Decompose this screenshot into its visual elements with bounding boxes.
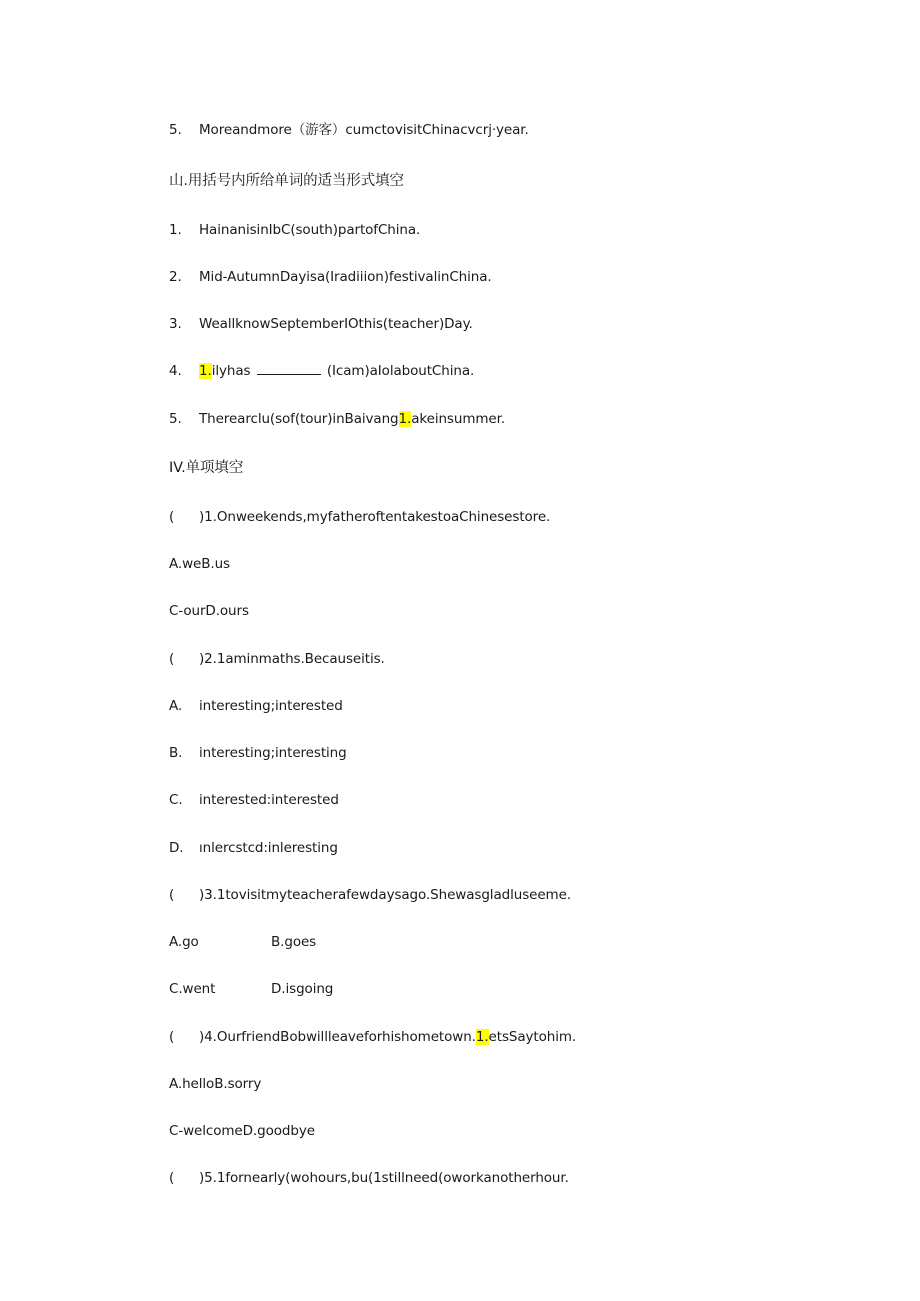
- answer-options: [169, 933, 317, 951]
- item-number: 1.: [169, 222, 182, 238]
- item-text: WeallknowSeptemberIOthis(teacher)Day.: [199, 316, 473, 332]
- highlight-mark: 1.: [199, 363, 212, 379]
- option-letter: C.: [169, 792, 183, 808]
- option-a: A.go: [169, 934, 199, 950]
- question: [169, 508, 550, 526]
- question-text: )2.1aminmaths.Becauseitis.: [199, 651, 385, 667]
- question: [169, 650, 385, 668]
- question-text: )4.OurfriendBobwillleaveforhishometown.: [199, 1029, 476, 1045]
- option-letter: B.: [169, 745, 183, 761]
- question-text: )3.1tovisitmyteacherafewdaysago.Shewasgladluseeme.: [199, 887, 571, 903]
- highlight-mark: 1.: [475, 1029, 489, 1045]
- answer-options: C-ourD.ours: [169, 603, 249, 619]
- answer-paren: (: [169, 1029, 175, 1045]
- answer-paren: (: [169, 887, 175, 903]
- exercise-item: [169, 315, 473, 333]
- item-number: 5.: [169, 411, 182, 427]
- answer-option: [169, 744, 347, 762]
- exercise-item: [169, 121, 529, 139]
- question-text: etsSaytohim.: [488, 1029, 577, 1045]
- item-number: 4.: [169, 363, 182, 379]
- fill-blank: [257, 362, 321, 375]
- answer-paren: (: [169, 509, 175, 525]
- item-text: akeinsummer.: [411, 411, 506, 427]
- question: [169, 1169, 569, 1187]
- exercise-item: [169, 221, 420, 239]
- answer-paren: (: [169, 1170, 175, 1186]
- option-text: ınlercstcd:inleresting: [199, 840, 338, 856]
- item-text: HainanisinIbC(south)partofChina.: [199, 222, 421, 238]
- item-number: 3.: [169, 316, 182, 332]
- option-c: C.went: [169, 981, 216, 997]
- item-text: Therearclu(sof(tour)inBaivang: [199, 411, 399, 427]
- answer-paren: (: [169, 651, 175, 667]
- answer-options: [169, 980, 334, 998]
- answer-option: [169, 791, 339, 809]
- answer-option: [169, 839, 338, 857]
- item-text: ilyhas: [211, 363, 251, 379]
- answer-options: A.helloB.sorry: [169, 1076, 262, 1092]
- option-text: interesting;interested: [199, 698, 343, 714]
- answer-options: A.weB.us: [169, 556, 230, 572]
- question-text: )1.Onweekends,myfatheroftentakestoaChinesestore.: [199, 509, 551, 525]
- question: [169, 1028, 576, 1046]
- exercise-item: [169, 268, 492, 286]
- highlight-mark: 1.: [398, 411, 412, 427]
- question: [169, 886, 571, 904]
- exercise-item: [169, 410, 505, 428]
- answer-option: [169, 697, 343, 715]
- item-number: 5.: [169, 122, 182, 138]
- question-text: )5.1fornearly(wohours,bu(1stillneed(oworkanotherhour.: [199, 1170, 569, 1186]
- item-text: Moreandmore（游客）cumctovisitChinacvcrj·year.: [199, 122, 529, 138]
- section-heading: 山.用括号内所给单词的适当形式填空: [169, 173, 404, 189]
- option-b: B.goes: [271, 934, 317, 950]
- item-text: Mid-AutumnDayisa(Iradiiion)festivalinChina.: [199, 269, 492, 285]
- exercise-item: [169, 362, 474, 380]
- option-text: interested:interested: [199, 792, 339, 808]
- item-text: (Icam)aIolaboutChina.: [326, 363, 475, 379]
- option-d: D.isgoing: [271, 981, 334, 997]
- section-heading: IV.单项填空: [169, 460, 244, 476]
- answer-options: C-welcomeD.goodbye: [169, 1123, 315, 1139]
- option-letter: A.: [169, 698, 183, 714]
- option-text: interesting;interesting: [199, 745, 347, 761]
- item-number: 2.: [169, 269, 182, 285]
- option-letter: D.: [169, 840, 184, 856]
